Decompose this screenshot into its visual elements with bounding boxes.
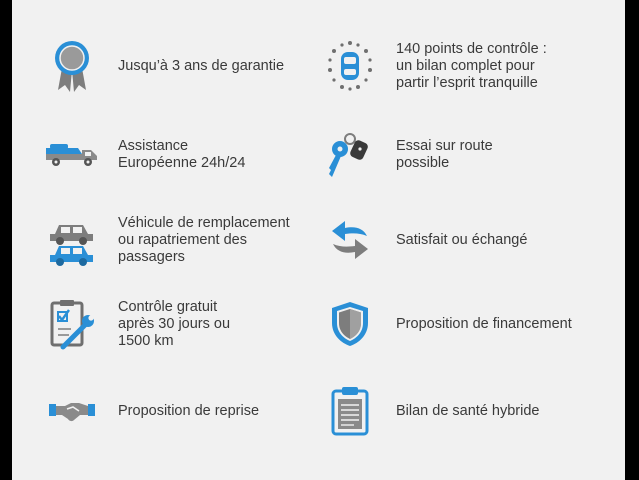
feature-warranty xyxy=(44,38,284,94)
feature-label: Essai sur route possible xyxy=(396,138,493,171)
handshake-icon xyxy=(44,383,100,439)
checklist-wrench-icon xyxy=(44,296,100,352)
feature-label: Proposition de reprise xyxy=(118,402,260,419)
feature-financing xyxy=(322,296,572,352)
feature-assistance xyxy=(44,127,245,183)
car-keys-icon xyxy=(322,127,378,183)
tow-truck-icon xyxy=(44,127,100,183)
exchange-arrows-icon xyxy=(322,212,378,268)
feature-label: Bilan de santé hybride xyxy=(396,402,540,419)
feature-label: Satisfait ou échangé xyxy=(396,231,528,248)
feature-label: Véhicule de remplacement ou rapatriement des passagers xyxy=(118,214,290,265)
feature-exchange xyxy=(322,212,527,268)
two-cars-icon xyxy=(44,212,100,268)
feature-road-test xyxy=(322,127,493,183)
award-ribbon-icon xyxy=(44,38,100,94)
feature-label: Jusqu’à 3 ans de garantie xyxy=(118,57,285,74)
car-inspection-icon xyxy=(322,38,378,94)
features-panel xyxy=(12,0,625,480)
feature-replacement-vehicle xyxy=(44,212,290,268)
feature-hybrid-check xyxy=(322,383,540,439)
feature-label: Proposition de financement xyxy=(396,315,572,332)
feature-free-check xyxy=(44,296,230,352)
feature-label: Assistance Européenne 24h/24 xyxy=(118,138,246,171)
feature-inspection xyxy=(322,38,547,94)
clipboard-icon xyxy=(322,383,378,439)
shield-icon xyxy=(322,296,378,352)
feature-label: 140 points de contrôle : un bilan complet pour partir l’esprit tranquille xyxy=(396,40,547,91)
feature-label: Contrôle gratuit après 30 jours ou 1500 km xyxy=(118,298,231,349)
feature-trade-in xyxy=(44,383,259,439)
